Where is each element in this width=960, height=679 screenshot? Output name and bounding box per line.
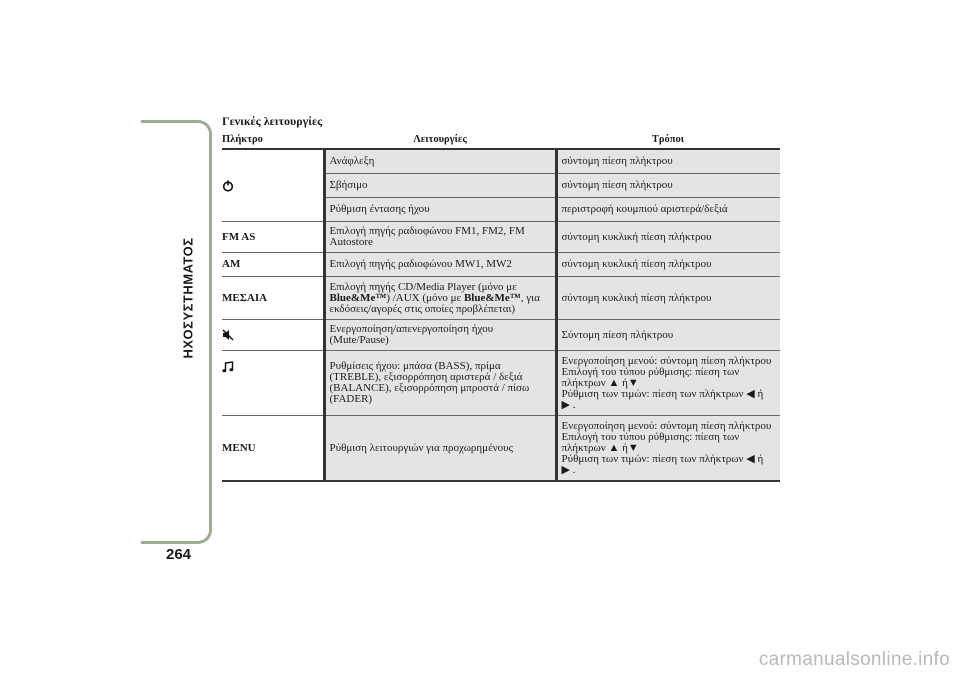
mode-cell: σύντομη κυκλική πίεση πλήκτρου bbox=[556, 222, 780, 253]
mode-line: Επιλογή του τύπου ρύθμισης: πίεση των bbox=[561, 430, 740, 443]
table-row bbox=[222, 351, 780, 416]
key-cell: FM AS bbox=[222, 222, 324, 253]
key-cell bbox=[222, 149, 324, 222]
arrow-left-icon: ◀ bbox=[746, 387, 755, 400]
function-cell: Ανάφλεξη bbox=[324, 149, 556, 174]
function-cell: Ρυθμίσεις ήχου: μπάσα (BASS), πρίμα (TREBLE), εξισορρόπηση αριστερά / δεξιά (BALANCE), εξισορρόπηση μπροστά / πίσω (FADER) bbox=[324, 351, 556, 416]
arrow-up-icon: ▲ bbox=[608, 376, 620, 389]
mode-text: ή bbox=[622, 441, 628, 454]
arrow-right-icon: ▶ bbox=[561, 463, 570, 476]
table-header-row bbox=[222, 130, 780, 149]
mode-text: . bbox=[572, 463, 576, 476]
key-cell: AM bbox=[222, 253, 324, 277]
mode-cell: σύντομη πίεση πλήκτρου bbox=[556, 149, 780, 174]
mode-line bbox=[562, 389, 777, 400]
functions-table bbox=[222, 130, 780, 482]
function-cell: Επιλογή πηγής ραδιοφώνου MW1, MW2 bbox=[324, 253, 556, 277]
function-cell: Ρύθμιση λειτουργιών για προχωρημένους bbox=[324, 416, 556, 482]
header-function: Λειτουργίες bbox=[324, 130, 556, 149]
mode-cell: περιστροφή κουμπιού αριστερά/δεξιά bbox=[556, 198, 780, 222]
mode-line: Επιλογή του τύπου ρύθμισης: πίεση των bbox=[561, 365, 740, 378]
mute-speaker-icon bbox=[222, 329, 234, 341]
function-cell: Ενεργοποίηση/απενεργοποίηση ήχου (Mute/Pause) bbox=[324, 320, 556, 351]
mode-line: Ενεργοποίηση μενού: σύντομη πίεση πλήκτρου bbox=[561, 354, 772, 367]
key-cell bbox=[222, 351, 324, 416]
function-cell: Σβήσιμο bbox=[324, 174, 556, 198]
header-mode: Τρόποι bbox=[556, 130, 780, 149]
function-text: , για εκδόσεις/αγορές στις οποίες προβλέπεται) bbox=[329, 291, 540, 315]
arrow-down-icon: ▼ bbox=[627, 441, 639, 454]
key-cell bbox=[222, 320, 324, 351]
mode-text: ή bbox=[757, 387, 764, 400]
arrow-down-icon: ▼ bbox=[627, 376, 639, 389]
mode-line bbox=[562, 465, 777, 476]
mode-text: Ρύθμιση των τιμών: πίεση των πλήκτρων bbox=[561, 452, 744, 465]
section-title: Γενικές λειτουργίες bbox=[222, 114, 323, 128]
function-text: ) /AUX (μόνο με bbox=[386, 291, 464, 304]
mode-line bbox=[562, 454, 777, 465]
mode-text: πλήκτρων bbox=[561, 441, 606, 454]
mode-cell bbox=[556, 351, 780, 416]
table-row bbox=[222, 222, 780, 253]
table-row bbox=[222, 320, 780, 351]
arrow-left-icon: ◀ bbox=[746, 452, 755, 465]
mode-text: . bbox=[572, 398, 576, 411]
watermark: carmanualsonline.info bbox=[758, 649, 950, 670]
table-row bbox=[222, 277, 780, 320]
arrow-right-icon: ▶ bbox=[561, 398, 570, 411]
function-text: Επιλογή πηγής CD/Media Player (μόνο με bbox=[329, 280, 517, 293]
music-note-icon bbox=[222, 361, 234, 373]
mode-text: πλήκτρων bbox=[561, 376, 606, 389]
mode-cell: σύντομη κυκλική πίεση πλήκτρου bbox=[556, 277, 780, 320]
function-cell: Ρύθμιση έντασης ήχου bbox=[324, 198, 556, 222]
mode-text: Ρύθμιση των τιμών: πίεση των πλήκτρων bbox=[561, 387, 744, 400]
mode-cell: σύντομη κυκλική πίεση πλήκτρου bbox=[556, 253, 780, 277]
mode-cell: σύντομη πίεση πλήκτρου bbox=[556, 174, 780, 198]
mode-line: Ενεργοποίηση μενού: σύντομη πίεση πλήκτρου bbox=[561, 419, 772, 432]
power-icon bbox=[222, 180, 234, 192]
chapter-side-label: ΗΧΟΣΥΣΤΗΜΑΤΟΣ bbox=[180, 237, 196, 359]
table-row bbox=[222, 149, 780, 174]
mode-text: ή bbox=[622, 376, 628, 389]
mode-line bbox=[562, 400, 777, 411]
arrow-up-icon: ▲ bbox=[608, 441, 620, 454]
mode-cell bbox=[556, 416, 780, 482]
mode-cell: Σύντομη πίεση πλήκτρου bbox=[556, 320, 780, 351]
key-cell: MENU bbox=[222, 416, 324, 482]
mode-text: ή bbox=[757, 452, 764, 465]
brand-name: Blue&Me™ bbox=[463, 291, 521, 304]
main-content bbox=[222, 113, 780, 482]
function-cell bbox=[324, 277, 556, 320]
page-number: 264 bbox=[166, 546, 192, 563]
chapter-tab-frame bbox=[141, 120, 212, 544]
key-cell: ΜΕΣΑΙΑ bbox=[222, 277, 324, 320]
table-row bbox=[222, 253, 780, 277]
brand-name: Blue&Me™ bbox=[329, 291, 387, 304]
header-key: Πλήκτρο bbox=[222, 130, 324, 149]
function-cell: Επιλογή πηγής ραδιοφώνου FM1, FM2, FM Autostore bbox=[324, 222, 556, 253]
table-row bbox=[222, 416, 780, 482]
